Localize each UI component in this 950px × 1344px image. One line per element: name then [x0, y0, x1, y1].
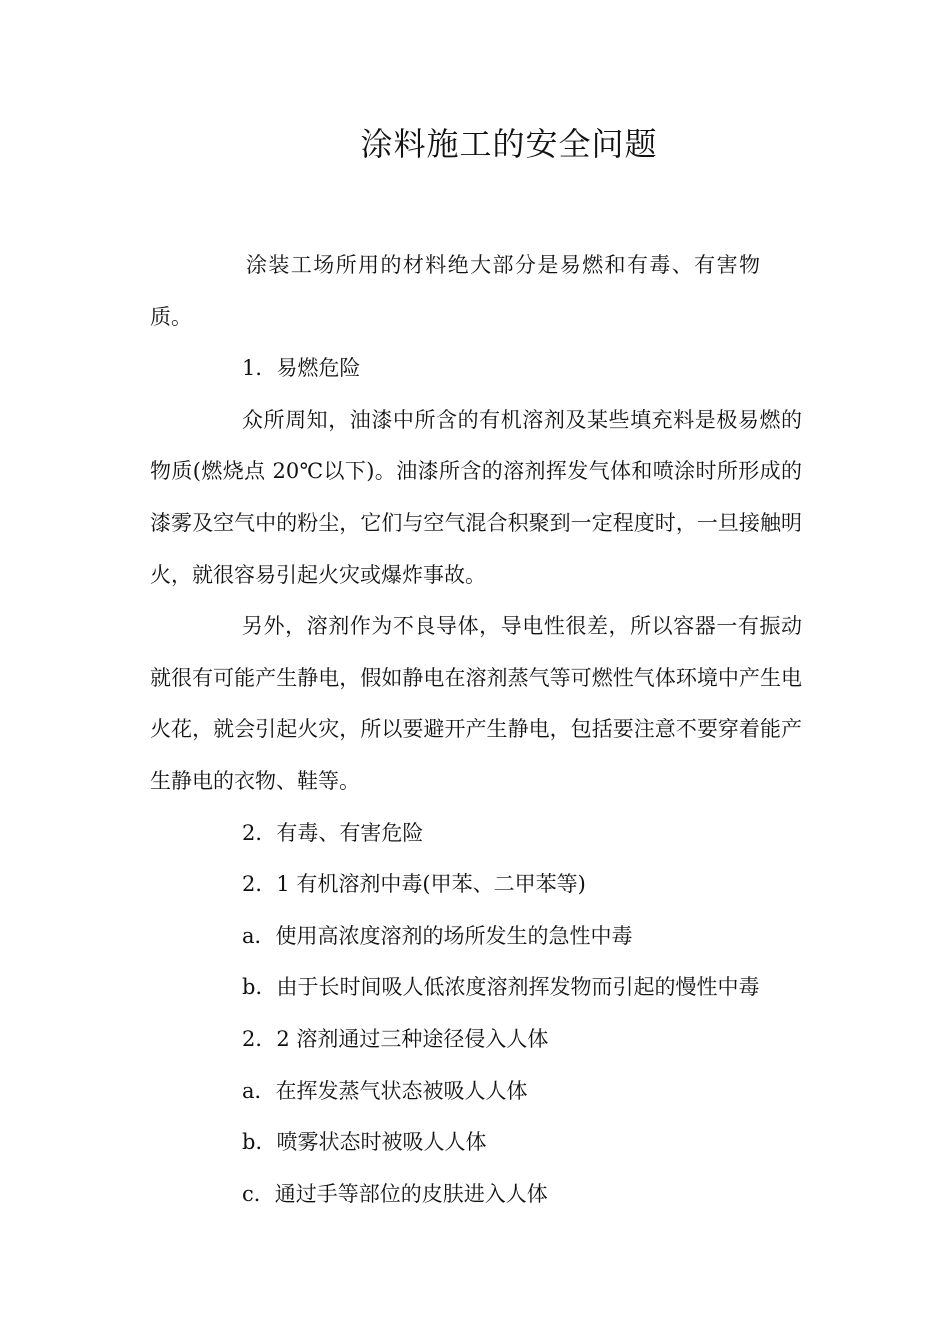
paragraph-static-electricity: 另外，溶剂作为不良导体，导电性很差，所以容器一有振动就很有可能产生静电，假如静电在溶剂蒸气等可燃性气体环境中产生电火花，就会引起火灾，所以要避开产生静电，包括要注意不要穿着能产生静电的衣物、鞋等。 — [150, 614, 802, 793]
heading-entry-routes: 2．2 溶剂通过三种途径侵入人体 — [242, 1026, 549, 1051]
heading-solvent-poisoning: 2．1 有机溶剂中毒(甲苯、二甲苯等) — [242, 872, 586, 897]
document-body — [150, 240, 802, 1220]
heading-toxic-hazard: 2．有毒、有害危险 — [242, 820, 424, 845]
page-title: 涂料施工的安全问题 — [360, 125, 658, 163]
list-item-vapor-inhalation: a．在挥发蒸气状态被吸人人体 — [242, 1078, 528, 1103]
list-item-skin-contact: c．通过手等部位的皮肤进入人体 — [242, 1181, 548, 1206]
paragraph-intro: 涂装工场所用的材料绝大部分是易燃和有毒、有害物质。 — [150, 253, 760, 329]
heading-flammable-hazard: 1．易燃危险 — [242, 356, 361, 381]
paragraph-flammable-solvents: 众所周知，油漆中所含的有机溶剂及某些填充料是极易燃的物质(燃烧点 20℃以下)。油漆所含的溶剂挥发气体和喷涂时所形成的漆雾及空气中的粉尘，它们与空气混合积聚到一定程度时，一旦接触明火，就很容易引起火灾或爆炸事故。 — [150, 407, 802, 587]
list-item-acute-poisoning: a．使用高浓度溶剂的场所发生的急性中毒 — [242, 923, 633, 948]
list-item-chronic-poisoning: b．由于长时间吸人低浓度溶剂挥发物而引起的慢性中毒 — [242, 975, 760, 1000]
list-item-spray-inhalation: b．喷雾状态时被吸人人体 — [242, 1130, 487, 1155]
